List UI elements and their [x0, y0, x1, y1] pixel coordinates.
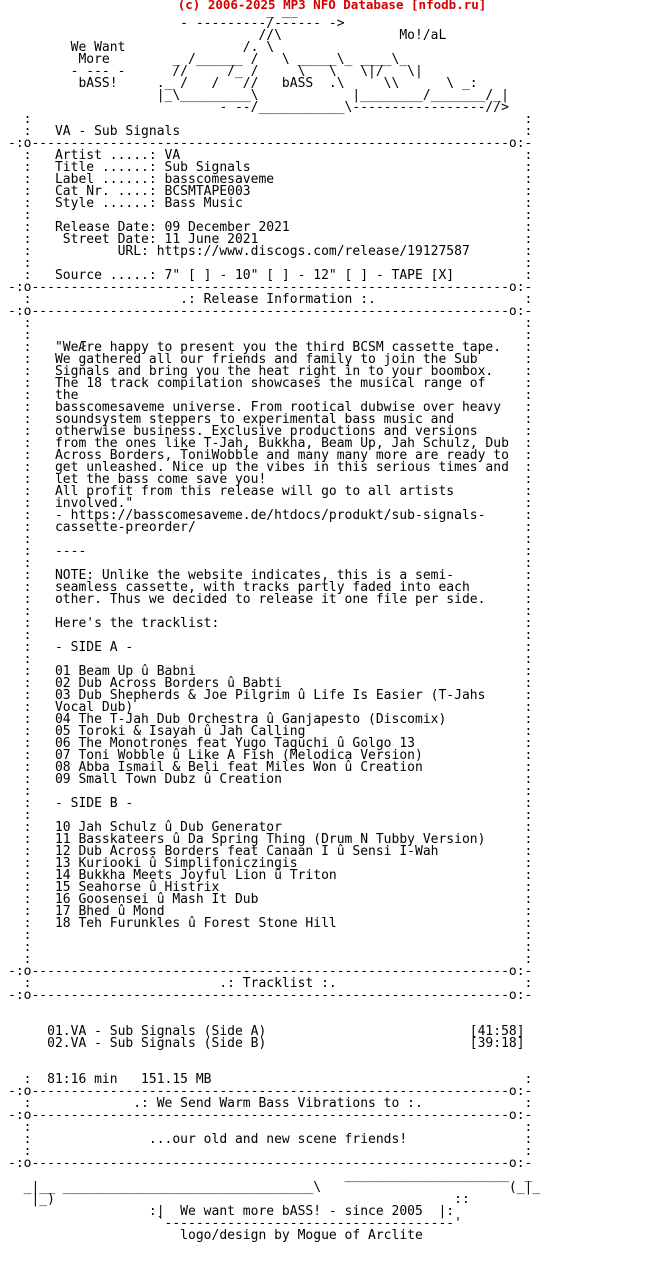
nfo-text-block	[8, 6, 540, 1242]
frame-blank-line: : :	[23, 928, 533, 943]
description-line: : get unleashed. Nice up the vibes in this serious times and :	[23, 460, 533, 475]
frame-blank-line: : :	[23, 1144, 533, 1159]
track-item: : 07 Toni Wobble û Like A Fish (Melodica Version) :	[23, 748, 533, 763]
track-item: : 17 Bhed û Mond :	[23, 904, 533, 919]
description-line: : - https://basscomesaveme.de/htdocs/produkt/sub-signals- :	[23, 508, 533, 523]
description-line: : :	[23, 532, 533, 547]
description-line: : The 18 track compilation showcases the musical range of :	[23, 376, 533, 391]
frame-separator: -:o-------------------------------------------------------------o:-	[8, 1156, 533, 1171]
track-item: : 09 Small Town Dubz û Creation :	[23, 772, 533, 787]
track-item: : Vocal Dub) :	[23, 700, 533, 715]
footer-line: _____________________ _	[344, 1168, 533, 1183]
side-a-label: : - SIDE A - :	[23, 640, 533, 655]
description-line: : from the ones like T-Jah, Bukkha, Beam Up, Jah Schulz, Dub :	[23, 436, 533, 451]
ascii-logo-line: //\ Mo!/aL	[258, 28, 447, 43]
ascii-logo-line: More _ /______ / \ _____\_ ____\_	[78, 52, 408, 67]
description-line: : Across Borders, ToniWobble and many many more are ready to :	[23, 448, 533, 463]
frame-separator: -:o-------------------------------------------------------------o:-	[8, 964, 533, 979]
ascii-logo-line: _ __	[266, 4, 298, 19]
description-line: : the :	[23, 388, 533, 403]
frame-blank-line: : :	[23, 316, 533, 331]
site-copyright-header: (c) 2006-2025 MP3 NFO Database [nfodb.ru]	[177, 0, 487, 12]
frame-separator: -:o-------------------------------------------------------------o:-	[8, 304, 533, 319]
description-line: : All profit from this release will go to all artists :	[23, 484, 533, 499]
description-line: : :	[23, 556, 533, 571]
description-line: : We gathered all our friends and family to join the Sub :	[23, 352, 533, 367]
frame-blank-line: : :	[23, 1120, 533, 1135]
frame-separator: -:o-------------------------------------------------------------o:-	[8, 280, 533, 295]
frame-blank-line: : :	[23, 652, 533, 667]
frame-separator: -:o-------------------------------------------------------------o:-	[8, 1084, 533, 1099]
info-field: : :	[23, 256, 533, 271]
frame-separator: -:o-------------------------------------------------------------o:-	[8, 136, 533, 151]
description-line: : ---- :	[23, 544, 533, 559]
track-item: : 14 Bukkha Meets Joyful Lion û Triton :	[23, 868, 533, 883]
description-line: : seamless cassette, with tracks partly faded into each :	[23, 580, 533, 595]
description-line: : :	[23, 604, 533, 619]
info-field: : Cat Nr. ....: BCSMTAPE003 :	[23, 184, 533, 199]
info-field: : Label ......: basscomesaveme :	[23, 172, 533, 187]
description-line: : "WeÆre happy to present you the third BCSM cassette tape. :	[23, 340, 533, 355]
frame-blank-line: : :	[23, 952, 533, 967]
frame-blank-line: : :	[23, 940, 533, 955]
track-item: : 15 Seahorse û Histrix :	[23, 880, 533, 895]
track-item: : 06 The Monotrones feat Yugo Taguchi û Golgo 13 :	[23, 736, 533, 751]
track-item: : 12 Dub Across Borders feat Canaan I û Sensi I-Wah :	[23, 844, 533, 859]
description-line: : basscomesaveme universe. From rootical dubwise over heavy :	[23, 400, 533, 415]
track-item: : 16 Goosensei û Mash It Dub :	[23, 892, 533, 907]
description-line: : cassette-preorder/ :	[23, 520, 533, 535]
track-item: : 04 The T-Jah Dub Orchestra û Ganjapesto (Discomix) :	[23, 712, 533, 727]
description-line: : Here's the tracklist: :	[23, 616, 533, 631]
info-field: : Style ......: Bass Music :	[23, 196, 533, 211]
frame-blank-line: : :	[23, 328, 533, 343]
info-field: : :	[23, 208, 533, 223]
description-line: : let the bass come save you! :	[23, 472, 533, 487]
info-field: : Title ......: Sub Signals :	[23, 160, 533, 175]
track-item: : 11 Basskateers û Da Spring Thing (Drum N Tubby Version) :	[23, 832, 533, 847]
footer-line: logo/design by Mogue of Arclite	[180, 1228, 423, 1243]
frame-open: : :	[23, 112, 533, 127]
file-row: 01.VA - Sub Signals (Side A) [41:58]	[47, 1024, 525, 1039]
info-field: : Source .....: 7" [ ] - 10" [ ] - 12" [ ] - TAPE [X] :	[23, 268, 533, 283]
description-line: : soundsystem steppers to experimental bass music and :	[23, 412, 533, 427]
footer-line: `-------------------------------------'	[156, 1216, 462, 1231]
footer-line: _|__ ________________________________\ (_|_	[23, 1180, 541, 1195]
track-item: : 08 Abba Ismail & Beli feat Miles Won û Creation :	[23, 760, 533, 775]
ascii-logo-line: - --- - // /_ / \ \ \|/ \|	[70, 64, 423, 79]
side-b-label: : - SIDE B - :	[23, 796, 533, 811]
track-item: : 02 Dub Across Borders û Babti :	[23, 676, 533, 691]
info-field: : Artist .....: VA :	[23, 148, 533, 163]
section-title-greets: : .: We Send Warm Bass Vibrations to :. :	[23, 1096, 533, 1111]
frame-separator: -:o-------------------------------------------------------------o:-	[8, 988, 533, 1003]
ascii-logo-line: bASS! ._ / / // bASS .\ \\ \ _:	[78, 76, 478, 91]
section-title-release-info: : .: Release Information :. :	[23, 292, 533, 307]
track-item: : 05 Toroki & Isayah û Jah Calling :	[23, 724, 533, 739]
description-line: : Signals and bring you the heat right in to your boombox. :	[23, 364, 533, 379]
frame-blank-line: : :	[23, 628, 533, 643]
ascii-logo-line: We Want /. \	[70, 40, 275, 55]
info-field: : Street Date: 11 June 2021 :	[23, 232, 533, 247]
frame-blank-line: : :	[23, 784, 533, 799]
info-field: : Release Date: 09 December 2021 :	[23, 220, 533, 235]
release-name: : VA - Sub Signals :	[23, 124, 533, 139]
file-row: 02.VA - Sub Signals (Side B) [39:18]	[47, 1036, 525, 1051]
total-runtime-size: : 81:16 min 151.15 MB :	[23, 1072, 533, 1087]
track-item: : 01 Beam Up û Babni :	[23, 664, 533, 679]
description-line: : otherwise business. Exclusive productions and versions :	[23, 424, 533, 439]
description-line: : involved." :	[23, 496, 533, 511]
footer-line: :| We want more bASS! - since 2005 |:	[148, 1204, 455, 1219]
info-field: : URL: https://www.discogs.com/release/19127587 :	[23, 244, 533, 259]
frame-separator: -:o-------------------------------------------------------------o:-	[8, 1108, 533, 1123]
track-item: : 10 Jah Schulz û Dub Generator :	[23, 820, 533, 835]
track-item: : 18 Teh Furunkles û Forest Stone Hill :	[23, 916, 533, 931]
ascii-logo-line: - ---------/------ ->	[180, 16, 345, 31]
ascii-logo-line: - --/___________\-----------------//>	[219, 100, 509, 115]
track-item: : 03 Dub Shepherds & Joe Pilgrim û Life Is Easier (T-Jahs :	[23, 688, 533, 703]
footer-line: |_) ::	[31, 1192, 470, 1207]
track-item: : 13 Kuriooki û Simplifoniczingis :	[23, 856, 533, 871]
section-title-tracklist: : .: Tracklist :. :	[23, 976, 533, 991]
description-line: : NOTE: Unlike the website indicates, this is a semi- :	[23, 568, 533, 583]
greets-text: : ...our old and new scene friends! :	[23, 1132, 533, 1147]
frame-blank-line: : :	[23, 808, 533, 823]
ascii-logo-line: |_\_________\ |________/_______/_|	[156, 88, 509, 103]
description-line: : other. Thus we decided to release it one file per side. :	[23, 592, 533, 607]
